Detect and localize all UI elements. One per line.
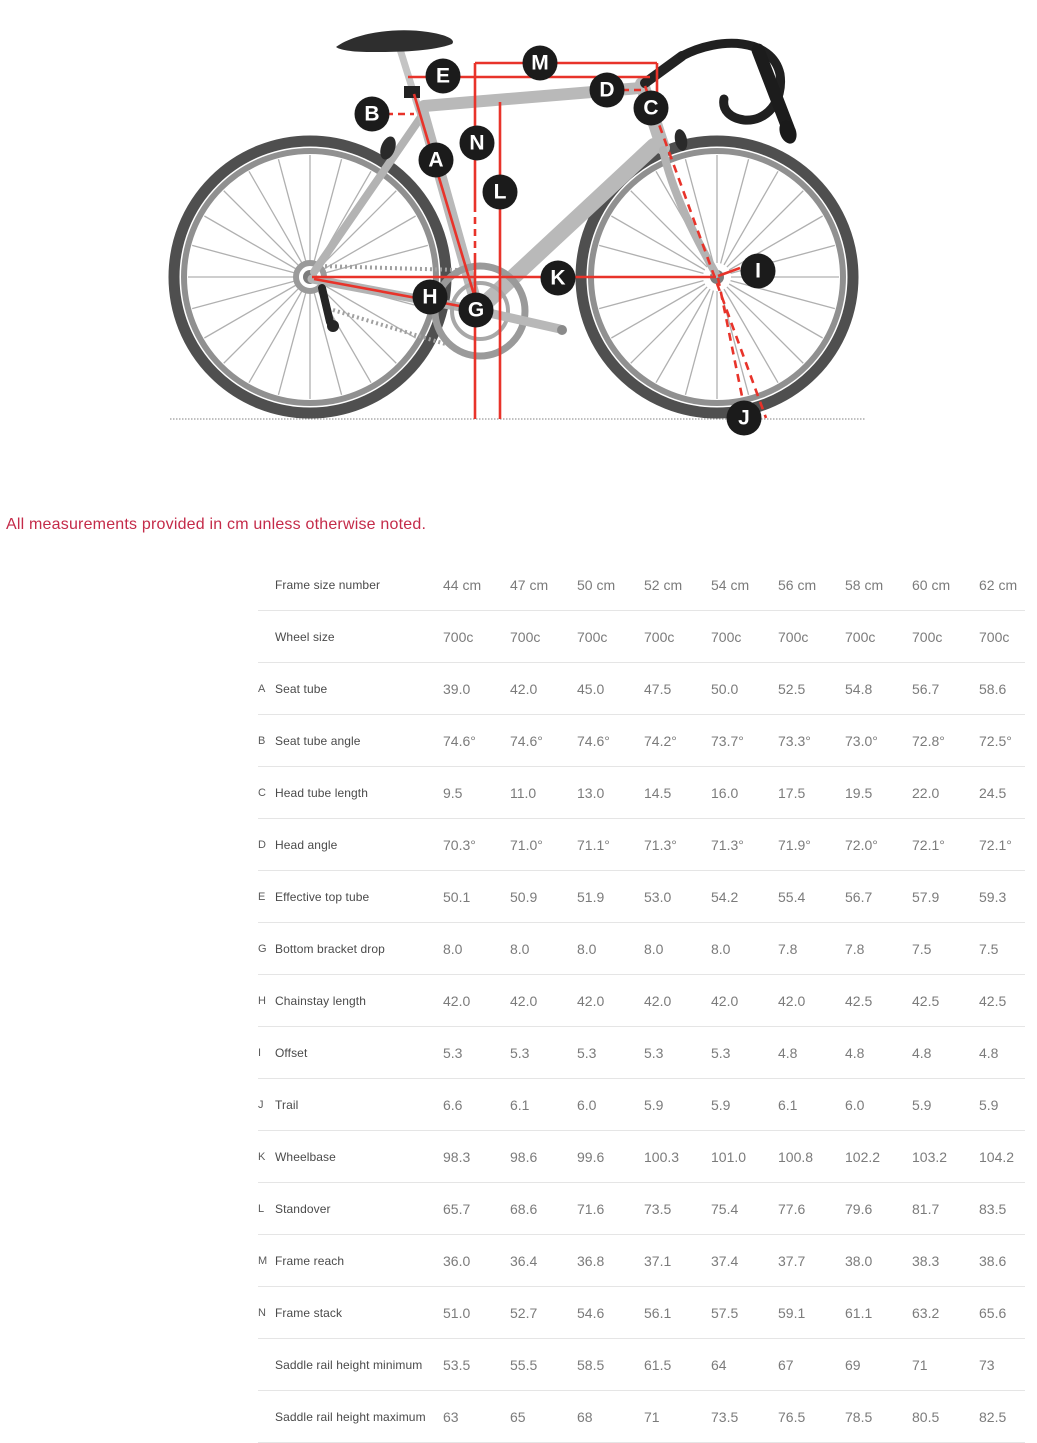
handlebar [645, 43, 800, 146]
row-label: Saddle rail height minimum [275, 1357, 423, 1372]
cell-value: 73.0° [845, 732, 878, 749]
cell-value: 55.5 [510, 1356, 538, 1373]
bike-frame [312, 46, 716, 310]
cell-value: 52.5 [778, 680, 806, 697]
row-label: Standover [275, 1201, 331, 1216]
cell-value: 700c [711, 628, 742, 645]
table-row [258, 1027, 1025, 1079]
table-row [258, 975, 1025, 1027]
row-letter: L [258, 1202, 265, 1215]
cell-value: 50.1 [443, 888, 471, 905]
cell-value: 79.6 [845, 1200, 873, 1217]
cell-value: 58 cm [845, 576, 884, 593]
cell-value: 65 [510, 1408, 526, 1425]
table-row [258, 923, 1025, 975]
row-letter: E [258, 890, 266, 903]
cell-value: 83.5 [979, 1200, 1007, 1217]
cell-value: 37.4 [711, 1252, 739, 1269]
cell-value: 4.8 [912, 1044, 932, 1061]
cell-value: 45.0 [577, 680, 605, 697]
cell-value: 11.0 [510, 784, 537, 801]
row-label: Chainstay length [275, 993, 366, 1008]
row-label: Seat tube [275, 681, 328, 696]
cell-value: 71.9° [778, 836, 811, 853]
cell-value: 54 cm [711, 576, 750, 593]
row-label: Head tube length [275, 785, 369, 800]
cell-value: 57.9 [912, 888, 940, 905]
cell-value: 52 cm [644, 576, 683, 593]
cell-value: 6.0 [577, 1096, 597, 1113]
cell-value: 47.5 [644, 680, 672, 697]
cell-value: 72.5° [979, 732, 1012, 749]
cell-value: 8.0 [443, 940, 463, 957]
cell-value: 700c [644, 628, 675, 645]
cell-value: 71 [912, 1356, 928, 1373]
cell-value: 700c [778, 628, 809, 645]
cell-value: 42.5 [979, 992, 1007, 1009]
cell-value: 69 [845, 1356, 861, 1373]
cell-value: 51.0 [443, 1304, 471, 1321]
cell-value: 4.8 [778, 1044, 798, 1061]
cell-value: 53.0 [644, 888, 672, 905]
row-label: Frame stack [275, 1305, 343, 1320]
cell-value: 36.0 [443, 1252, 471, 1269]
cell-value: 7.5 [979, 940, 999, 957]
cell-value: 4.8 [979, 1044, 999, 1061]
table-row [258, 871, 1025, 923]
cell-value: 9.5 [443, 784, 463, 801]
cell-value: 8.0 [510, 940, 530, 957]
cell-value: 80.5 [912, 1408, 940, 1425]
cell-value: 77.6 [778, 1200, 806, 1217]
cell-value: 16.0 [711, 784, 739, 801]
cell-value: 37.1 [644, 1252, 672, 1269]
cell-value: 17.5 [778, 784, 806, 801]
row-letter: D [258, 838, 266, 851]
cell-value: 72.1° [912, 836, 945, 853]
cell-value: 59.1 [778, 1304, 806, 1321]
cell-value: 74.6° [577, 732, 610, 749]
diagram-label-j: J [727, 401, 762, 436]
cell-value: 71.3° [711, 836, 744, 853]
row-letter: B [258, 734, 266, 747]
cell-value: 99.6 [577, 1148, 605, 1165]
cell-value: 56.1 [644, 1304, 672, 1321]
row-label: Bottom bracket drop [275, 941, 385, 956]
row-letter: H [258, 994, 266, 1007]
row-letter: C [258, 786, 266, 799]
cell-value: 73.7° [711, 732, 744, 749]
cell-value: 19.5 [845, 784, 873, 801]
cell-value: 67 [778, 1356, 794, 1373]
measurement-note: All measurements provided in cm unless otherwise noted. [6, 516, 427, 533]
row-label: Frame size number [275, 577, 381, 592]
cell-value: 42.0 [644, 992, 672, 1009]
cell-value: 54.2 [711, 888, 739, 905]
cell-value: 4.8 [845, 1044, 865, 1061]
row-label: Head angle [275, 837, 338, 852]
cell-value: 7.8 [845, 940, 865, 957]
cell-value: 64 [711, 1356, 727, 1373]
cell-value: 70.3° [443, 836, 476, 853]
cell-value: 74.2° [644, 732, 677, 749]
cell-value: 36.4 [510, 1252, 538, 1269]
cell-value: 42.5 [912, 992, 940, 1009]
cell-value: 54.8 [845, 680, 873, 697]
cell-value: 72.0° [845, 836, 878, 853]
cell-value: 65.7 [443, 1200, 471, 1217]
cell-value: 50.9 [510, 888, 538, 905]
cell-value: 102.2 [845, 1148, 881, 1165]
cell-value: 82.5 [979, 1408, 1007, 1425]
cell-value: 37.7 [778, 1252, 806, 1269]
geometry-table [258, 559, 1025, 1443]
cell-value: 7.8 [778, 940, 798, 957]
cell-value: 98.3 [443, 1148, 471, 1165]
cell-value: 22.0 [912, 784, 940, 801]
diagram-label-b: B [355, 97, 390, 132]
table-row [258, 1287, 1025, 1339]
cell-value: 73.5 [644, 1200, 672, 1217]
table-row [258, 559, 1025, 611]
cell-value: 36.8 [577, 1252, 605, 1269]
row-label: Offset [275, 1045, 308, 1060]
cell-value: 700c [979, 628, 1010, 645]
cell-value: 53.5 [443, 1356, 471, 1373]
diagram-label-i: I [741, 254, 776, 289]
row-label: Effective top tube [275, 889, 370, 904]
cell-value: 103.2 [912, 1148, 948, 1165]
diagram-label-n: N [460, 126, 495, 161]
cell-value: 73.5 [711, 1408, 739, 1425]
cell-value: 56 cm [778, 576, 817, 593]
cell-value: 68.6 [510, 1200, 538, 1217]
bike-diagram-svg [0, 0, 1037, 500]
diagram-label-d: D [590, 73, 625, 108]
table-row [258, 611, 1025, 663]
diagram-label-g: G [459, 293, 494, 328]
diagram-label-m: M [523, 46, 558, 81]
cell-value: 56.7 [845, 888, 873, 905]
cell-value: 74.6° [510, 732, 543, 749]
cell-value: 100.8 [778, 1148, 814, 1165]
diagram-label-e: E [426, 59, 461, 94]
row-letter: N [258, 1306, 266, 1319]
cell-value: 5.3 [711, 1044, 731, 1061]
bike-geometry-diagram [0, 0, 1037, 500]
diagram-label-k: K [541, 261, 576, 296]
cell-value: 14.5 [644, 784, 672, 801]
row-label: Seat tube angle [275, 733, 361, 748]
cell-value: 5.9 [979, 1096, 999, 1113]
cell-value: 59.3 [979, 888, 1007, 905]
cell-value: 78.5 [845, 1408, 873, 1425]
cell-value: 6.1 [510, 1096, 530, 1113]
cell-value: 75.4 [711, 1200, 739, 1217]
table-row [258, 1131, 1025, 1183]
table-row [258, 767, 1025, 819]
cell-value: 65.6 [979, 1304, 1007, 1321]
cell-value: 42.0 [443, 992, 471, 1009]
cell-value: 71.1° [577, 836, 610, 853]
row-label: Trail [275, 1097, 299, 1112]
cell-value: 71.0° [510, 836, 543, 853]
row-label: Frame reach [275, 1253, 345, 1268]
cell-value: 5.3 [510, 1044, 530, 1061]
diagram-label-l: L [483, 175, 518, 210]
cell-value: 61.5 [644, 1356, 672, 1373]
table-row [258, 819, 1025, 871]
diagram-label-h: H [413, 280, 448, 315]
cell-value: 52.7 [510, 1304, 538, 1321]
cell-value: 8.0 [711, 940, 731, 957]
cell-value: 5.9 [644, 1096, 664, 1113]
cell-value: 47 cm [510, 576, 549, 593]
cell-value: 73 [979, 1356, 995, 1373]
cell-value: 5.9 [711, 1096, 731, 1113]
cell-value: 54.6 [577, 1304, 605, 1321]
cell-value: 44 cm [443, 576, 482, 593]
row-letter: I [258, 1046, 262, 1059]
cell-value: 42.0 [711, 992, 739, 1009]
cell-value: 50 cm [577, 576, 616, 593]
cell-value: 101.0 [711, 1148, 747, 1165]
cell-value: 38.6 [979, 1252, 1007, 1269]
cell-value: 76.5 [778, 1408, 806, 1425]
cell-value: 63.2 [912, 1304, 940, 1321]
cell-value: 5.3 [644, 1044, 664, 1061]
table-row [258, 1339, 1025, 1391]
diagram-label-c: C [634, 91, 669, 126]
cell-value: 58.6 [979, 680, 1007, 697]
cell-value: 38.3 [912, 1252, 940, 1269]
cell-value: 71.6 [577, 1200, 605, 1217]
cell-value: 72.1° [979, 836, 1012, 853]
table-row [258, 1391, 1025, 1443]
row-letter: M [258, 1254, 268, 1267]
cell-value: 58.5 [577, 1356, 605, 1373]
table-row [258, 1235, 1025, 1287]
cell-value: 42.0 [778, 992, 806, 1009]
cell-value: 6.0 [845, 1096, 865, 1113]
cell-value: 72.8° [912, 732, 945, 749]
cell-value: 39.0 [443, 680, 471, 697]
table-row [258, 715, 1025, 767]
table-row [258, 1183, 1025, 1235]
cell-value: 62 cm [979, 576, 1018, 593]
cell-value: 5.3 [443, 1044, 463, 1061]
cell-value: 104.2 [979, 1148, 1015, 1165]
cell-value: 6.6 [443, 1096, 463, 1113]
cell-value: 57.5 [711, 1304, 739, 1321]
row-label: Wheelbase [275, 1149, 336, 1164]
cell-value: 700c [510, 628, 541, 645]
cell-value: 13.0 [577, 784, 605, 801]
cell-value: 8.0 [644, 940, 664, 957]
cell-value: 700c [912, 628, 943, 645]
row-label: Saddle rail height maximum [275, 1409, 426, 1424]
row-letter: A [258, 682, 266, 695]
cell-value: 68 [577, 1408, 593, 1425]
cell-value: 74.6° [443, 732, 476, 749]
cell-value: 6.1 [778, 1096, 798, 1113]
table-row [258, 663, 1025, 715]
cell-value: 100.3 [644, 1148, 680, 1165]
cell-value: 51.9 [577, 888, 605, 905]
cell-value: 700c [845, 628, 876, 645]
row-letter: G [258, 942, 267, 955]
cell-value: 700c [577, 628, 608, 645]
cell-value: 42.0 [577, 992, 605, 1009]
cell-value: 50.0 [711, 680, 739, 697]
row-label: Wheel size [275, 629, 335, 644]
cell-value: 98.6 [510, 1148, 538, 1165]
cell-value: 7.5 [912, 940, 932, 957]
cell-value: 42.0 [510, 992, 538, 1009]
table-row [258, 1079, 1025, 1131]
cell-value: 24.5 [979, 784, 1007, 801]
cell-value: 5.9 [912, 1096, 932, 1113]
cell-value: 42.0 [510, 680, 538, 697]
cell-value: 81.7 [912, 1200, 940, 1217]
cell-value: 63 [443, 1408, 459, 1425]
cell-value: 700c [443, 628, 474, 645]
cell-value: 55.4 [778, 888, 806, 905]
cell-value: 8.0 [577, 940, 597, 957]
cell-value: 5.3 [577, 1044, 597, 1061]
cell-value: 38.0 [845, 1252, 873, 1269]
cell-value: 71 [644, 1408, 660, 1425]
cell-value: 73.3° [778, 732, 811, 749]
diagram-label-a: A [419, 143, 454, 178]
cell-value: 61.1 [845, 1304, 873, 1321]
cell-value: 71.3° [644, 836, 677, 853]
row-letter: J [258, 1098, 264, 1111]
cell-value: 60 cm [912, 576, 951, 593]
cell-value: 56.7 [912, 680, 940, 697]
cell-value: 42.5 [845, 992, 873, 1009]
row-letter: K [258, 1150, 266, 1163]
